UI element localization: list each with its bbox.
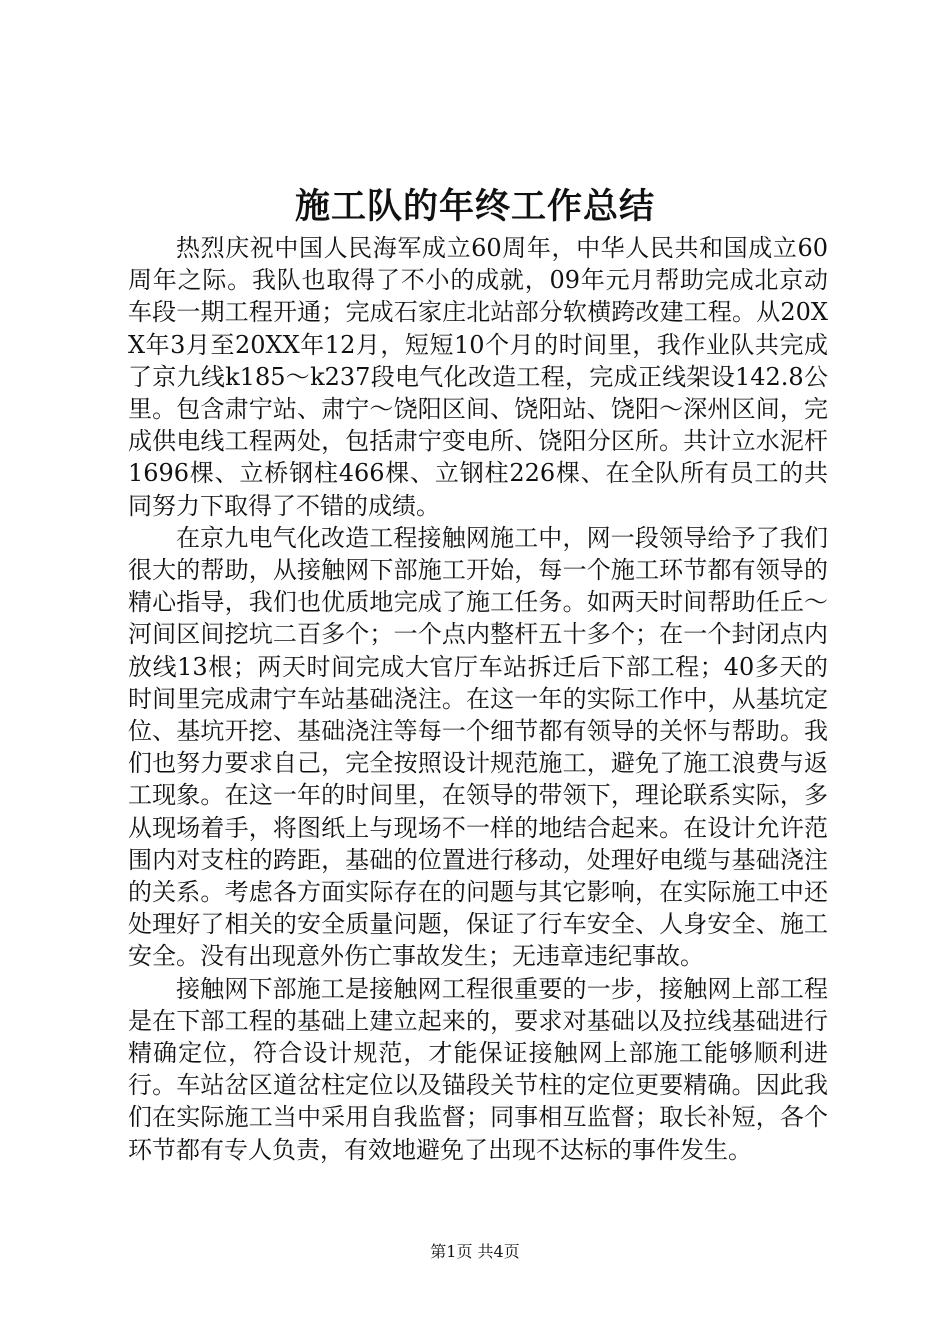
paragraph-3: 接触网下部施工是接触网工程很重要的一步，接触网上部工程是在下部工程的基础上建立起来的，要求对基础以及拉线基础进行精确定位，符合设计规范，才能保证接触网上部施工能够顺利进行。车站岔区道岔柱定位以及锚段关节柱的定位更要精确。因此我们在实际施工当中采用自我监督；同事相互监督；取长补短，各个环节都有专人负责，有效地避免了出现不达标的事件发生。 [128, 974, 828, 1164]
page-number-footer: 第1页 共4页 [430, 1242, 520, 1261]
document-title: 施工队的年终工作总结 [294, 186, 655, 227]
paragraph-1: 热烈庆祝中国人民海军成立60周年，中华人民共和国成立60周年之际。我队也取得了不小的成就，09年元月帮助完成北京动车段一期工程开通；完成石家庄北站部分软横跨改建工程。从20XX年3月至20XX年12月，短短10个月的时间里，我作业队共完成了京九线k185～k237段电气化改造工程，完成正线架设142.8公里。包含肃宁站、肃宁～饶阳区间、饶阳站、饶阳～深州区间，完成供电线工程两处，包括肃宁变电所、饶阳分区所。共计立水泥杆1696棵、立桥钢柱466棵、立钢柱226棵、在全队所有员工的共同努力下取得了不错的成绩。 [128, 234, 828, 520]
paragraph-2: 在京九电气化改造工程接触网施工中，网一段领导给予了我们很大的帮助，从接触网下部施工开始，每一个施工环节都有领导的精心指导，我们也优质地完成了施工任务。如两天时间帮助任丘～河间区间挖坑二百多个；一个点内整杆五十多个；在一个封闭点内放线13根；两天时间完成大官厅车站拆迁后下部工程；40多天的时间里完成肃宁车站基础浇注。在这一年的实际工作中，从基坑定位、基坑开挖、基础浇注等每一个细节都有领导的关怀与帮助。我们也努力要求自己，完全按照设计规范施工，避免了施工浪费与返工现象。在这一年的时间里，在领导的带领下，理论联系实际，多从现场着手，将图纸上与现场不一样的地结合起来。在设计允许范围内对支柱的跨距，基础的位置进行移动，处理好电缆与基础浇注的关系。考虑各方面实际存在的问题与其它影响，在实际施工中还处理好了相关的安全质量问题，保证了行车安全、人身安全、施工安全。没有出现意外伤亡事故发生；无违章违纪事故。 [128, 523, 828, 971]
document-body [128, 232, 828, 1166]
